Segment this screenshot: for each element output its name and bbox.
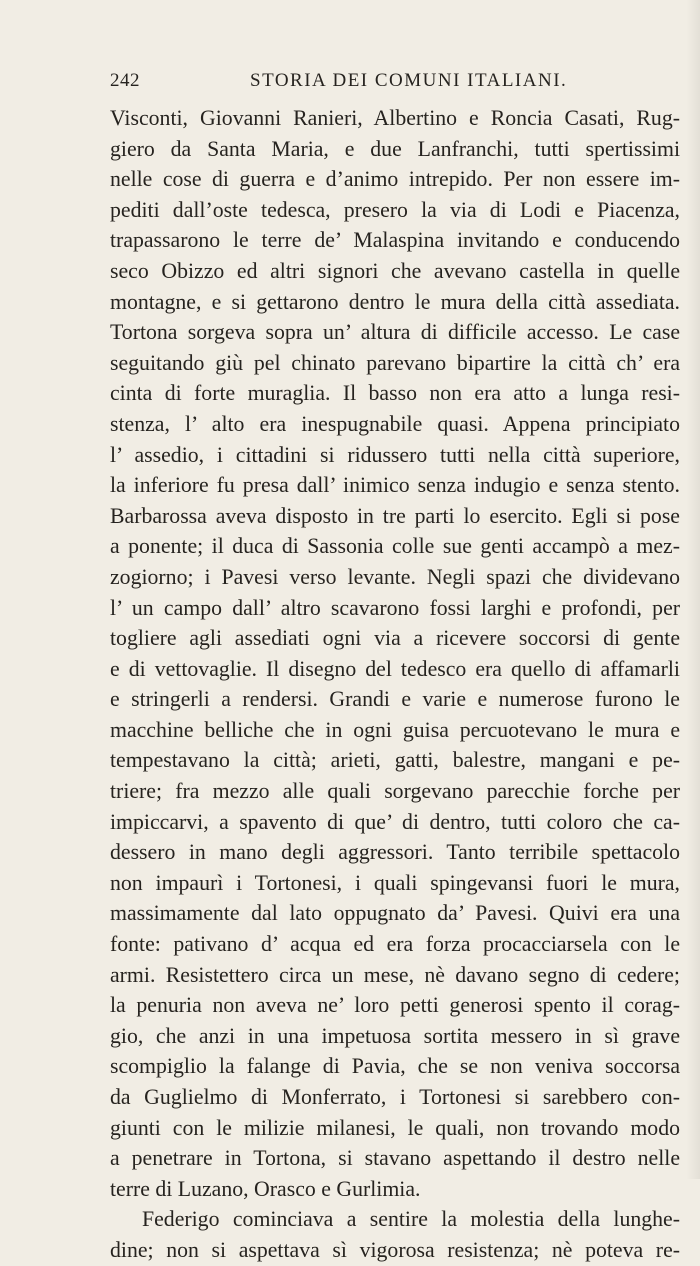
text-line: Visconti, Giovanni Ranieri, Albertino e Roncia Casati, Rug- — [110, 106, 680, 130]
text-line: a ponente; il duca di Sassonia colle sue genti accampò a mez- — [110, 534, 680, 559]
text-line: macchine belliche che in ogni guisa percuotevano le mura e — [110, 717, 680, 742]
text-line: massimamente dal lato oppugnato da’ Pavesi. Quivi era una — [110, 901, 680, 926]
text-line: dine; non si aspettava sì vigorosa resistenza; nè poteva re- — [110, 1237, 680, 1262]
text-line: fonte: pativano d’ acqua ed era forza procacciarsela con le — [110, 932, 680, 957]
running-title: STORIA DEI COMUNI ITALIANI. — [250, 70, 568, 91]
text-line: l’ assedio, i cittadini si ridussero tutti nella città superiore, — [110, 442, 680, 467]
text-line: pediti dall’oste tedesca, presero la via di Lodi e Piacenza, — [110, 197, 680, 222]
text-line: l’ un campo dall’ altro scavarono fossi larghi e profondi, per — [110, 595, 680, 620]
text-line: Tortona sorgeva sopra un’ altura di difficile accesso. Le case — [110, 320, 680, 345]
text-line: seco Obizzo ed altri signori che avevano castella in quelle — [110, 258, 680, 283]
text-line: dessero in mano degli aggressori. Tanto terribile spettacolo — [110, 840, 680, 865]
text-line: tempestavano la città; arieti, gatti, balestre, mangani e pe- — [110, 748, 680, 773]
text-line: nelle cose di guerra e d’animo intrepido. Per non essere im- — [110, 167, 680, 192]
text-line: trapassarono le terre de’ Malaspina invitando e conducendo — [110, 228, 680, 253]
text-line: stenza, l’ alto era inespugnabile quasi. Appena principiato — [110, 411, 680, 436]
text-line: togliere agli assediati ogni via a ricevere soccorsi di gente — [110, 626, 680, 651]
text-line: e di vettovaglie. Il disegno del tedesco era quello di affamarli — [110, 656, 680, 681]
text-line: da Guglielmo di Monferrato, i Tortonesi si sarebbero con- — [110, 1085, 680, 1109]
text-line: terre di Luzano, Orasco e Gurlimia. — [110, 1176, 421, 1201]
text-line: triere; fra mezzo alle quali sorgevano parecchie forche per — [110, 779, 680, 804]
body-text — [110, 103, 680, 1266]
text-line: seguitando giù pel chinato parevano bipartire la città ch’ era — [110, 350, 680, 375]
page-edge-shadow — [686, 0, 700, 1179]
text-line: cinta di forte muraglia. Il basso non era atto a lunga resi- — [110, 381, 680, 406]
text-line: la inferiore fu presa dall’ inimico senza indugio e senza stento. — [110, 473, 680, 498]
running-head — [110, 70, 680, 94]
page-number: 242 — [110, 70, 140, 91]
text-line: impiccarvi, a spavento di que’ di dentro, tutti coloro che ca- — [110, 809, 680, 834]
text-line: gio, che anzi in una impetuosa sortita messero in sì grave — [110, 1023, 680, 1048]
text-line: la penuria non aveva ne’ loro petti generosi spento il corag- — [110, 993, 680, 1018]
text-line: e stringerli a rendersi. Grandi e varie e numerose furono le — [110, 687, 680, 712]
text-line: armi. Resistettero circa un mese, nè davano segno di cedere; — [110, 962, 680, 987]
text-line: Barbarossa aveva disposto in tre parti lo esercito. Egli si pose — [110, 503, 680, 528]
text-line: giunti con le milizie milanesi, le quali, non trovando modo — [110, 1115, 680, 1140]
text-line: scompiglio la falange di Pavia, che se non veniva soccorsa — [110, 1054, 680, 1079]
text-line: non impaurì i Tortonesi, i quali spingevansi fuori le mura, — [110, 870, 680, 895]
text-line: Federigo cominciava a sentire la molestia della lunghe- — [142, 1207, 680, 1232]
text-line: giero da Santa Maria, e due Lanfranchi, tutti spertissimi — [110, 136, 680, 161]
text-line: zogiorno; i Pavesi verso levante. Negli spazi che dividevano — [110, 564, 680, 589]
text-line: a penetrare in Tortona, si stavano aspettando il destro nelle — [110, 1146, 680, 1171]
text-line: montagne, e si gettarono dentro le mura della città assediata. — [110, 289, 680, 314]
